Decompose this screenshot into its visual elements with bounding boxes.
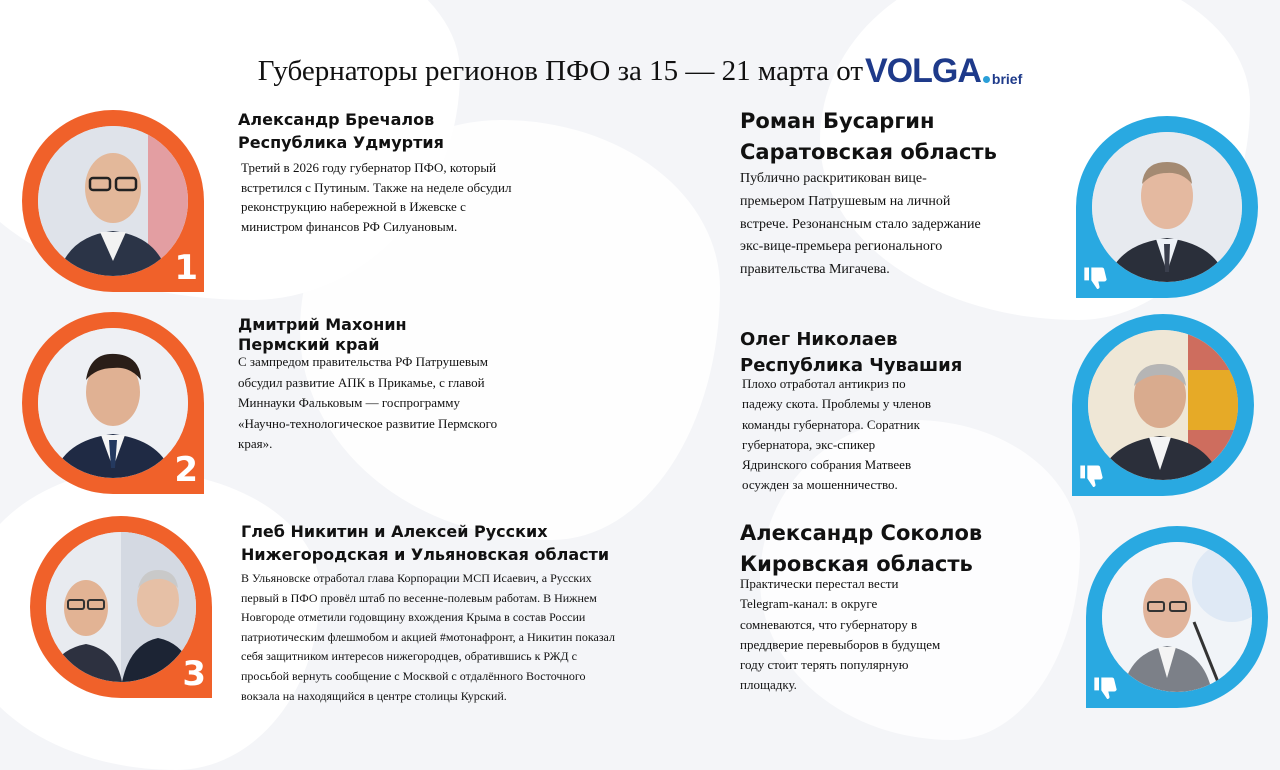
governor-region: Кировская область bbox=[740, 552, 973, 576]
governor-description: В Ульяновске отработал глава Корпорации МСП Исаевич, а Русских первый в ПФО провёл штаб по весенне-полевым работам. В Нижнем Новгороде отметили годовщину вхождения Крыма в состав России патриотическим флешмобом и акцией #мотонафронт, а Никитин показал себя защитником интересов нижегородцев, обратившись к РЖД с просьбой вернуть сообщение с Москвой с отдалённого Восточного вокзала на находящийся в центре столицы Курский. bbox=[241, 571, 615, 703]
governor-description: Третий в 2026 году губернатор ПФО, который встретился с Путиным. Также на неделе обсудил реконструкцию набережной в Ижевске с министром финансов РФ Силуановым. bbox=[241, 160, 512, 234]
governor-name: Дмитрий Махонин Пермский край bbox=[238, 315, 407, 354]
logo-dot bbox=[983, 76, 990, 83]
governor-description: Плохо отработал антикриз по падежу скота. Проблемы у членов команды губернатора. Соратник губернатора, экс-спикер Ядринского собрания Матвеев осужден за мошенничество. bbox=[742, 376, 931, 493]
volga-brief-logo: VOLGA brief bbox=[865, 52, 1023, 90]
thumbs-down-icon bbox=[1078, 462, 1106, 490]
page-title bbox=[0, 54, 1280, 88]
governor-photo bbox=[46, 532, 196, 682]
governor-name: Александр Бречалов Республика Удмуртия bbox=[238, 110, 444, 152]
governor-photo bbox=[1092, 132, 1242, 282]
thumbs-down-icon bbox=[1092, 674, 1120, 702]
rank-number: 2 bbox=[174, 450, 198, 490]
page-title-text: Губернаторы регионов ПФО за 15 — 21 марта от bbox=[257, 54, 863, 87]
thumbs-down-icon bbox=[1082, 264, 1110, 292]
governor-region: Пермский край bbox=[238, 335, 380, 354]
governor-name: Олег Николаев Республика Чувашия bbox=[740, 327, 962, 379]
governor-description: Публично раскритикован вице-премьером Патрушевым на личной встрече. Резонансным стало задержание экс-вице-премьера регионального правительства Мигачева. bbox=[740, 171, 981, 278]
governor-region: Республика Чувашия bbox=[740, 355, 963, 376]
governor-avatar bbox=[22, 110, 204, 292]
governor-name: Александр Соколов Кировская область bbox=[740, 518, 982, 580]
governor-photo bbox=[1102, 542, 1252, 692]
governor-avatar bbox=[22, 312, 204, 494]
governor-avatar bbox=[1072, 314, 1254, 496]
governor-avatar bbox=[30, 516, 212, 698]
governor-description: С зампредом правительства РФ Патрушевым обсудил развитие АПК в Прикамье, с главой Миннауки Фальковым — госпрограмму «Научно-технологическое развитие Пермского края». bbox=[238, 354, 498, 451]
governor-region: Саратовская область bbox=[740, 140, 997, 164]
governor-description: Практически перестал вести Telegram-канал: в округе сомневаются, что губернатору в преддверие перевыборов в будущем году стоит терять популярную площадку. bbox=[740, 576, 941, 693]
governor-name: Роман Бусаргин Саратовская область bbox=[740, 106, 997, 168]
governor-region: Нижегородская и Ульяновская области bbox=[241, 545, 610, 564]
governor-photo bbox=[1088, 330, 1238, 480]
rank-number: 1 bbox=[174, 248, 198, 288]
governor-name: Глеб Никитин и Алексей Русских Нижегородская и Ульяновская области bbox=[241, 522, 610, 564]
governor-photo bbox=[38, 328, 188, 478]
governor-avatar bbox=[1076, 116, 1258, 298]
governor-avatar bbox=[1086, 526, 1268, 708]
rank-number: 3 bbox=[182, 654, 206, 694]
governor-photo bbox=[38, 126, 188, 276]
governor-region: Республика Удмуртия bbox=[238, 133, 444, 152]
